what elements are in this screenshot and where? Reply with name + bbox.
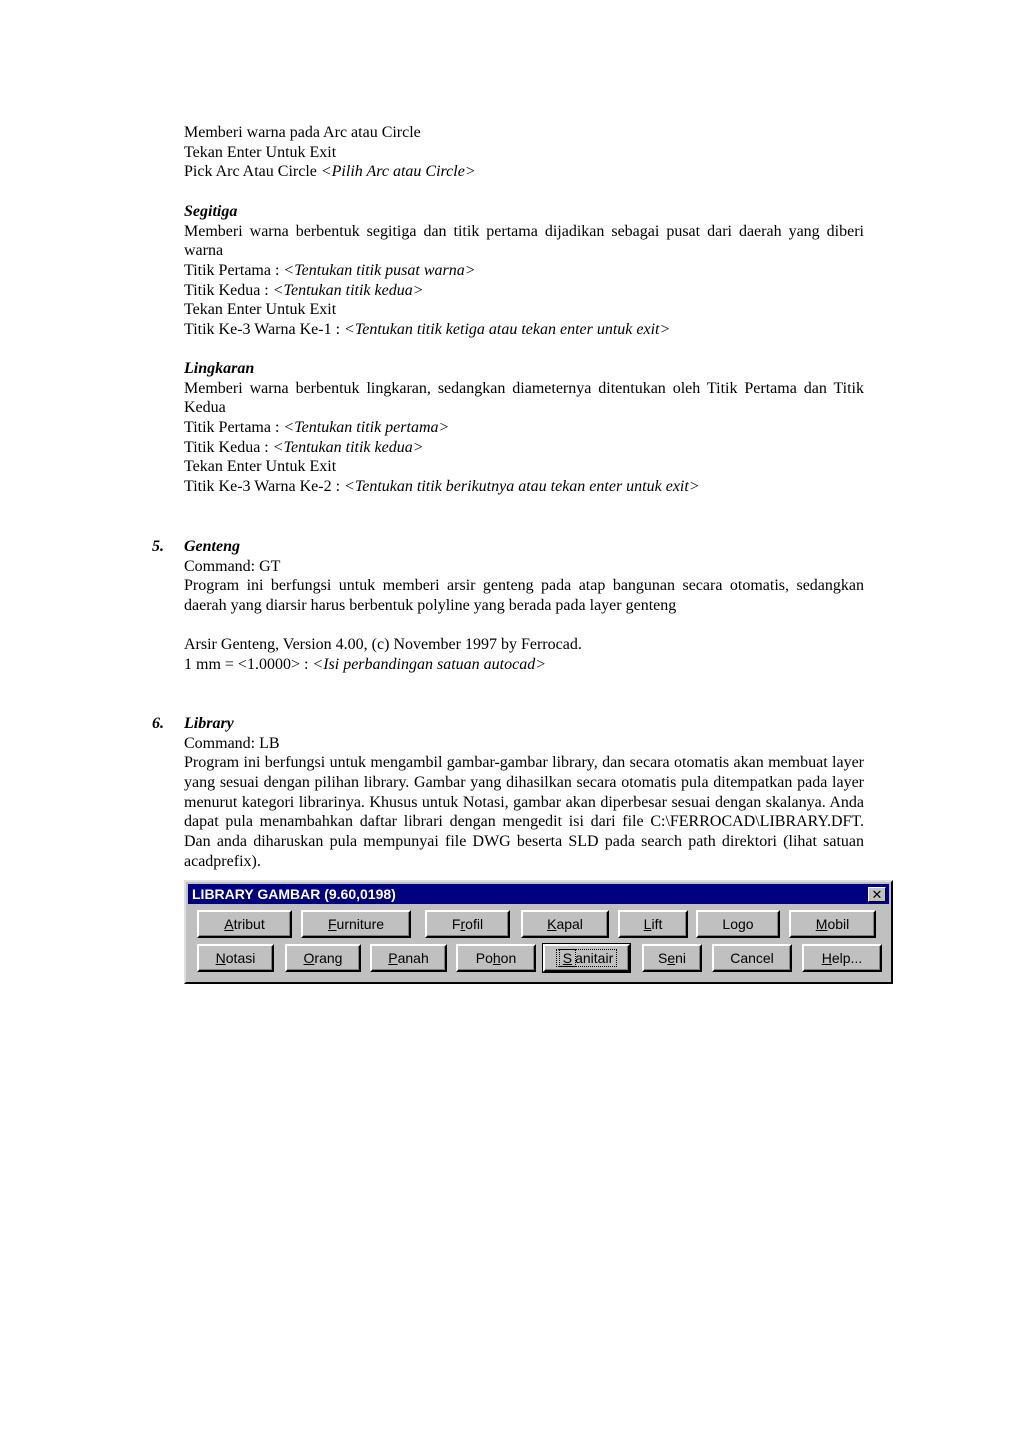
segitiga-point2-hint: <Tentukan titik kedua> [272,281,424,299]
segitiga-point1 [184,261,864,281]
arc-section [184,123,864,182]
genteng-desc: Program ini berfungsi untuk memberi arsir genteng pada atap bangunan secara otomatis, sedangkan daerah yang diarsir harus berbentuk polyline yang berada pada layer genteng [184,577,864,615]
lingkaran-point1-prefix: Titik Pertama : [184,419,284,437]
segitiga-point3-prefix: Titik Ke-3 Warna Ke-1 : [184,321,345,339]
button-label: Atribut [224,916,265,932]
notasi-button[interactable] [197,944,274,972]
library-command: Command: LB [184,734,280,752]
button-label: Notasi [215,950,256,966]
button-label: S anitair [557,950,616,966]
lingkaran-point2-hint: <Tentukan titik kedua> [272,438,424,456]
arc-pick-line [184,162,864,182]
segitiga-point3-hint: <Tentukan titik ketiga atau tekan enter untuk exit> [344,321,671,339]
button-label: Help... [821,950,863,966]
lingkaran-point2-prefix: Titik Kedua : [184,438,273,456]
genteng-version: Arsir Genteng, Version 4.00, (c) November 1997 by Ferrocad. [184,636,582,654]
button-label: Pohon [475,950,517,966]
button-label: Logo [722,916,754,932]
help-button[interactable] [802,944,882,972]
button-label: Furniture [327,916,385,932]
panah-button[interactable] [370,944,447,972]
lingkaran-point2 [184,438,864,458]
genteng-scale-hint: <Isi perbandingan satuan autocad> [312,656,546,674]
logo-button[interactable] [696,910,780,938]
lingkaran-point3-prefix: Titik Ke-3 Warna Ke-2 : [184,478,345,496]
lingkaran-point3 [184,477,864,497]
genteng-heading: Genteng [184,538,240,555]
button-label: Orang [303,950,343,966]
arc-pick-prefix: Pick Arc Atau Circle [184,163,321,181]
segitiga-point2-prefix: Titik Kedua : [184,281,273,299]
button-label: Mobil [815,916,850,932]
orang-button[interactable] [285,944,361,972]
segitiga-point2 [184,281,864,301]
genteng-scale [184,655,864,675]
lingkaran-section [184,359,864,497]
lingkaran-exit: Tekan Enter Untuk Exit [184,458,337,476]
furniture-button[interactable] [301,910,411,938]
cancel-button[interactable] [712,944,792,972]
close-icon[interactable]: ✕ [868,887,886,902]
button-label: Lift [643,916,663,932]
button-label: Frofil [451,916,484,932]
button-label: Cancel [730,950,774,966]
lingkaran-heading: Lingkaran [184,360,255,377]
mobil-button[interactable] [789,910,876,938]
segitiga-point1-prefix: Titik Pertama : [184,262,284,280]
segitiga-section [184,202,864,340]
lingkaran-desc: Memberi warna berbentuk lingkaran, sedangkan diameternya ditentukan oleh Titik Pertama dan Titik Kedua [184,379,864,417]
segitiga-point3 [184,320,864,340]
arc-desc: Memberi warna pada Arc atau Circle [184,124,421,141]
button-label: Kapal [547,916,583,932]
atribut-button[interactable] [197,910,292,938]
library-number: 6. [152,715,164,732]
pohon-button[interactable] [456,944,536,972]
genteng-section [184,537,864,675]
genteng-command: Command: GT [184,557,281,575]
lingkaran-point1 [184,418,864,438]
segitiga-heading: Segitiga [184,203,238,220]
frofil-button[interactable] [425,910,510,938]
dialog-title: LIBRARY GAMBAR (9.60,0198) [192,886,396,902]
dialog-titlebar [188,884,889,904]
genteng-number: 5. [152,538,164,555]
sanitair-button[interactable] [543,944,630,972]
segitiga-desc: Memberi warna berbentuk segitiga dan titik pertama dijadikan sebagai pusat dari daerah yang diberi warna [184,222,864,260]
button-label: Seni [657,950,687,966]
genteng-spacer [184,616,864,636]
library-gambar-dialog [184,880,893,984]
lingkaran-point3-hint: <Tentukan titik berikutnya atau tekan enter untuk exit> [344,478,700,496]
library-section [184,714,864,872]
segitiga-exit: Tekan Enter Untuk Exit [184,301,337,319]
lingkaran-point1-hint: <Tentukan titik pertama> [283,419,450,437]
segitiga-point1-hint: <Tentukan titik pusat warna> [283,262,476,280]
button-label: Panah [388,950,429,966]
lift-button[interactable] [618,910,688,938]
genteng-scale-prefix: 1 mm = <1.0000> : [184,656,313,674]
library-heading: Library [184,715,234,732]
seni-button[interactable] [642,944,702,972]
arc-pick-hint: <Pilih Arc atau Circle> [320,163,476,181]
arc-exit: Tekan Enter Untuk Exit [184,143,337,161]
kapal-button[interactable] [521,910,609,938]
library-desc: Program ini berfungsi untuk mengambil gambar-gambar library, dan secara otomatis akan membuat layer yang sesuai dengan pilihan library. Gambar yang dihasilkan secara otomatis pula ditempatkan pada layer menurut kategori librarinya. Khusus untuk Notasi, gambar akan diperbesar sesuai dengan skalanya. Anda dapat pula menambahkan daftar librari dengan mengedit isi dari file C:\FERROCAD\LIBRARY.DFT. Dan anda diharuskan pula mempunyai file DWG beserta SLD pada search path direktori (lihat satuan acadprefix). [184,754,864,870]
